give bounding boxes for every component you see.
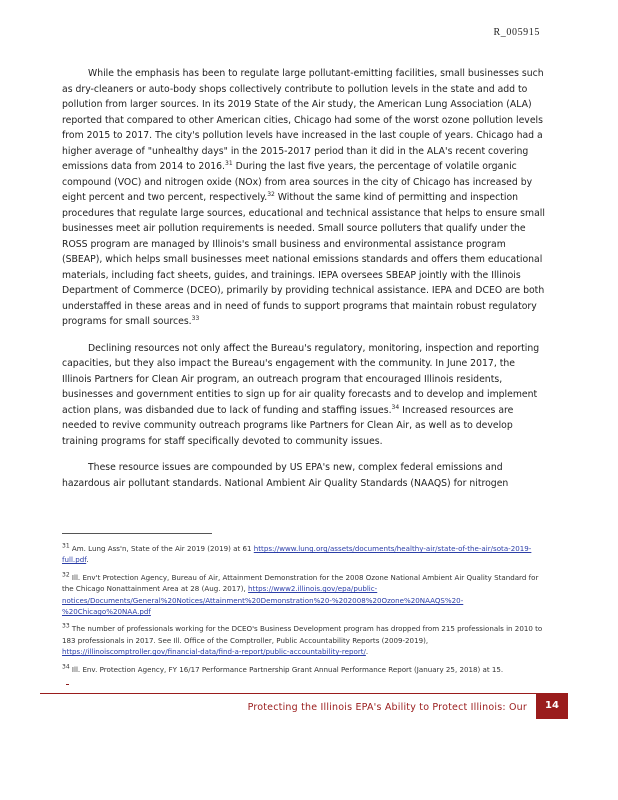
footnote-number: 31 bbox=[62, 542, 70, 550]
paragraph-text: During the last five years, the percentage of volatile organic compound (VOC) and nitrogen oxide (NOx) from area sources in the city of Chicago has increased by eight percent and two percent, respectively. bbox=[62, 161, 533, 203]
paragraph-text: Without the same kind of permitting and inspection procedures that regulate large sources, educational and technical assistance that helps to ensure small businesses meet air pollution requirements is needed. Small source polluters that qualify under the ROSS program are managed by Illinois's small business and environmental assistance program (SBEAP), which helps small businesses meet national emissions standards and offers them educational materials, including fact sheets, guides, and trainings. IEPA oversees SBEAP jointly with the Illinois Department of Commerce (DCEO), primarily by providing technical assistance. IEPA and DCEO are both understaffed in these areas and in need of funds to support programs that maintain robust regulatory programs for small sources. bbox=[62, 192, 545, 327]
footnote-text: Ill. Env't Protection Agency, Bureau of Air, Attainment Demonstration for the 2008 Ozone National Ambient Air Quality Standard for the Chicago Nonattainment Area at 28 (Aug. 2017), bbox=[62, 572, 539, 594]
footnote-number: 33 bbox=[62, 623, 70, 631]
paragraph-text: Increased resources are needed to revive community outreach programs like Partners for Clean Air, as well as to develop training programs for staff specifically devoted to community issues. bbox=[62, 404, 514, 447]
footnote bbox=[62, 623, 546, 657]
paragraph-text: While the emphasis has been to regulate large pollutant-emitting facilities, small businesses such as dry-cleaners or auto-body shops collectively contribute to pollution levels in the state and add to pollution from larger sources. In its 2019 State of the Air study, the American Lung Association (ALA) reported that compared to other American cities, Chicago had some of the worst ozone pollution levels from 2015 to 2017. The city's pollution levels have increased in the last couple of years. Chicago had a higher average of "unhealthy days" in the 2015-2017 period than it did in the ALA's recent covering emissions data from 2014 to 2016. bbox=[62, 68, 544, 172]
paragraph-text: These resource issues are compounded by US EPA's new, complex federal emissions and hazardous air pollutant standards. National Ambient Air Quality Standards (NAAQS) for nitrogen bbox=[62, 462, 509, 489]
footer-mark bbox=[66, 684, 69, 685]
footnote-text: Ill. Env. Protection Agency, FY 16/17 Performance Partnership Grant Annual Performance Report (January 25, 2018) at 15. bbox=[69, 664, 504, 674]
footnote-ref[interactable]: 32 bbox=[267, 190, 275, 198]
footnote-text-end: . bbox=[86, 555, 89, 565]
footnote bbox=[62, 572, 546, 618]
footnote-number: 32 bbox=[62, 571, 70, 579]
paragraph-text: Declining resources not only affect the Bureau's regulatory, monitoring, inspection and reporting capacities, but they also impact the Bureau's engagement with the community. In June 2017, the Illinois Partners for Clean Air program, an outreach program that encouraged Illinois residents, businesses and government entities to sign up for air quality forecasts and to develop and implement action plans, was disbanded due to lack of funding and staffing issues. bbox=[62, 342, 540, 416]
footer-divider bbox=[40, 693, 568, 694]
footnote-ref[interactable]: 33 bbox=[191, 314, 200, 322]
footnote-divider bbox=[62, 533, 212, 534]
footnote-link[interactable]: https://illinoiscomptroller.gov/financial-data/find-a-report/public-accountability-report/ bbox=[62, 647, 366, 657]
bates-number: R_005915 bbox=[493, 27, 540, 38]
footnote-text-end: . bbox=[365, 647, 369, 657]
footnote-text: The number of professionals working for the DCEO's Business Development program has dropped from 215 professionals in 2010 to 183 professionals in 2017. See Ill. Office of the Comptroller, Public Accountability Reports (2009-2019), bbox=[62, 624, 543, 645]
footnote-ref[interactable]: 34 bbox=[391, 403, 400, 411]
footnote-ref[interactable]: 31 bbox=[225, 159, 233, 167]
paragraph bbox=[62, 460, 546, 491]
footnote-link[interactable]: https://www.lung.org/assets/documents/healthy-air/state-of-the-air/sota-2019-full.pdf bbox=[62, 544, 532, 565]
page-number: 14 bbox=[536, 693, 568, 719]
footnote-link[interactable]: https://www2.illinois.gov/epa/public-notices/Documents/General%20Notices/Attainment%20Demonstration%20-%202008%20Ozone%20NAAQS%20-%20Chicago%20NAA.pdf bbox=[62, 584, 464, 617]
paragraph bbox=[62, 66, 546, 330]
body-text bbox=[62, 66, 546, 502]
footnotes bbox=[62, 543, 546, 681]
footnote-text: Am. Lung Ass'n, State of the Air 2019 (2019) at 61 bbox=[69, 544, 254, 553]
footnote bbox=[62, 664, 546, 675]
paragraph bbox=[62, 341, 546, 450]
footnote bbox=[62, 543, 546, 566]
footer-title: Protecting the Illinois EPA's Ability to Protect Illinois: Our bbox=[247, 702, 527, 713]
footnote-number: 34 bbox=[62, 663, 70, 671]
